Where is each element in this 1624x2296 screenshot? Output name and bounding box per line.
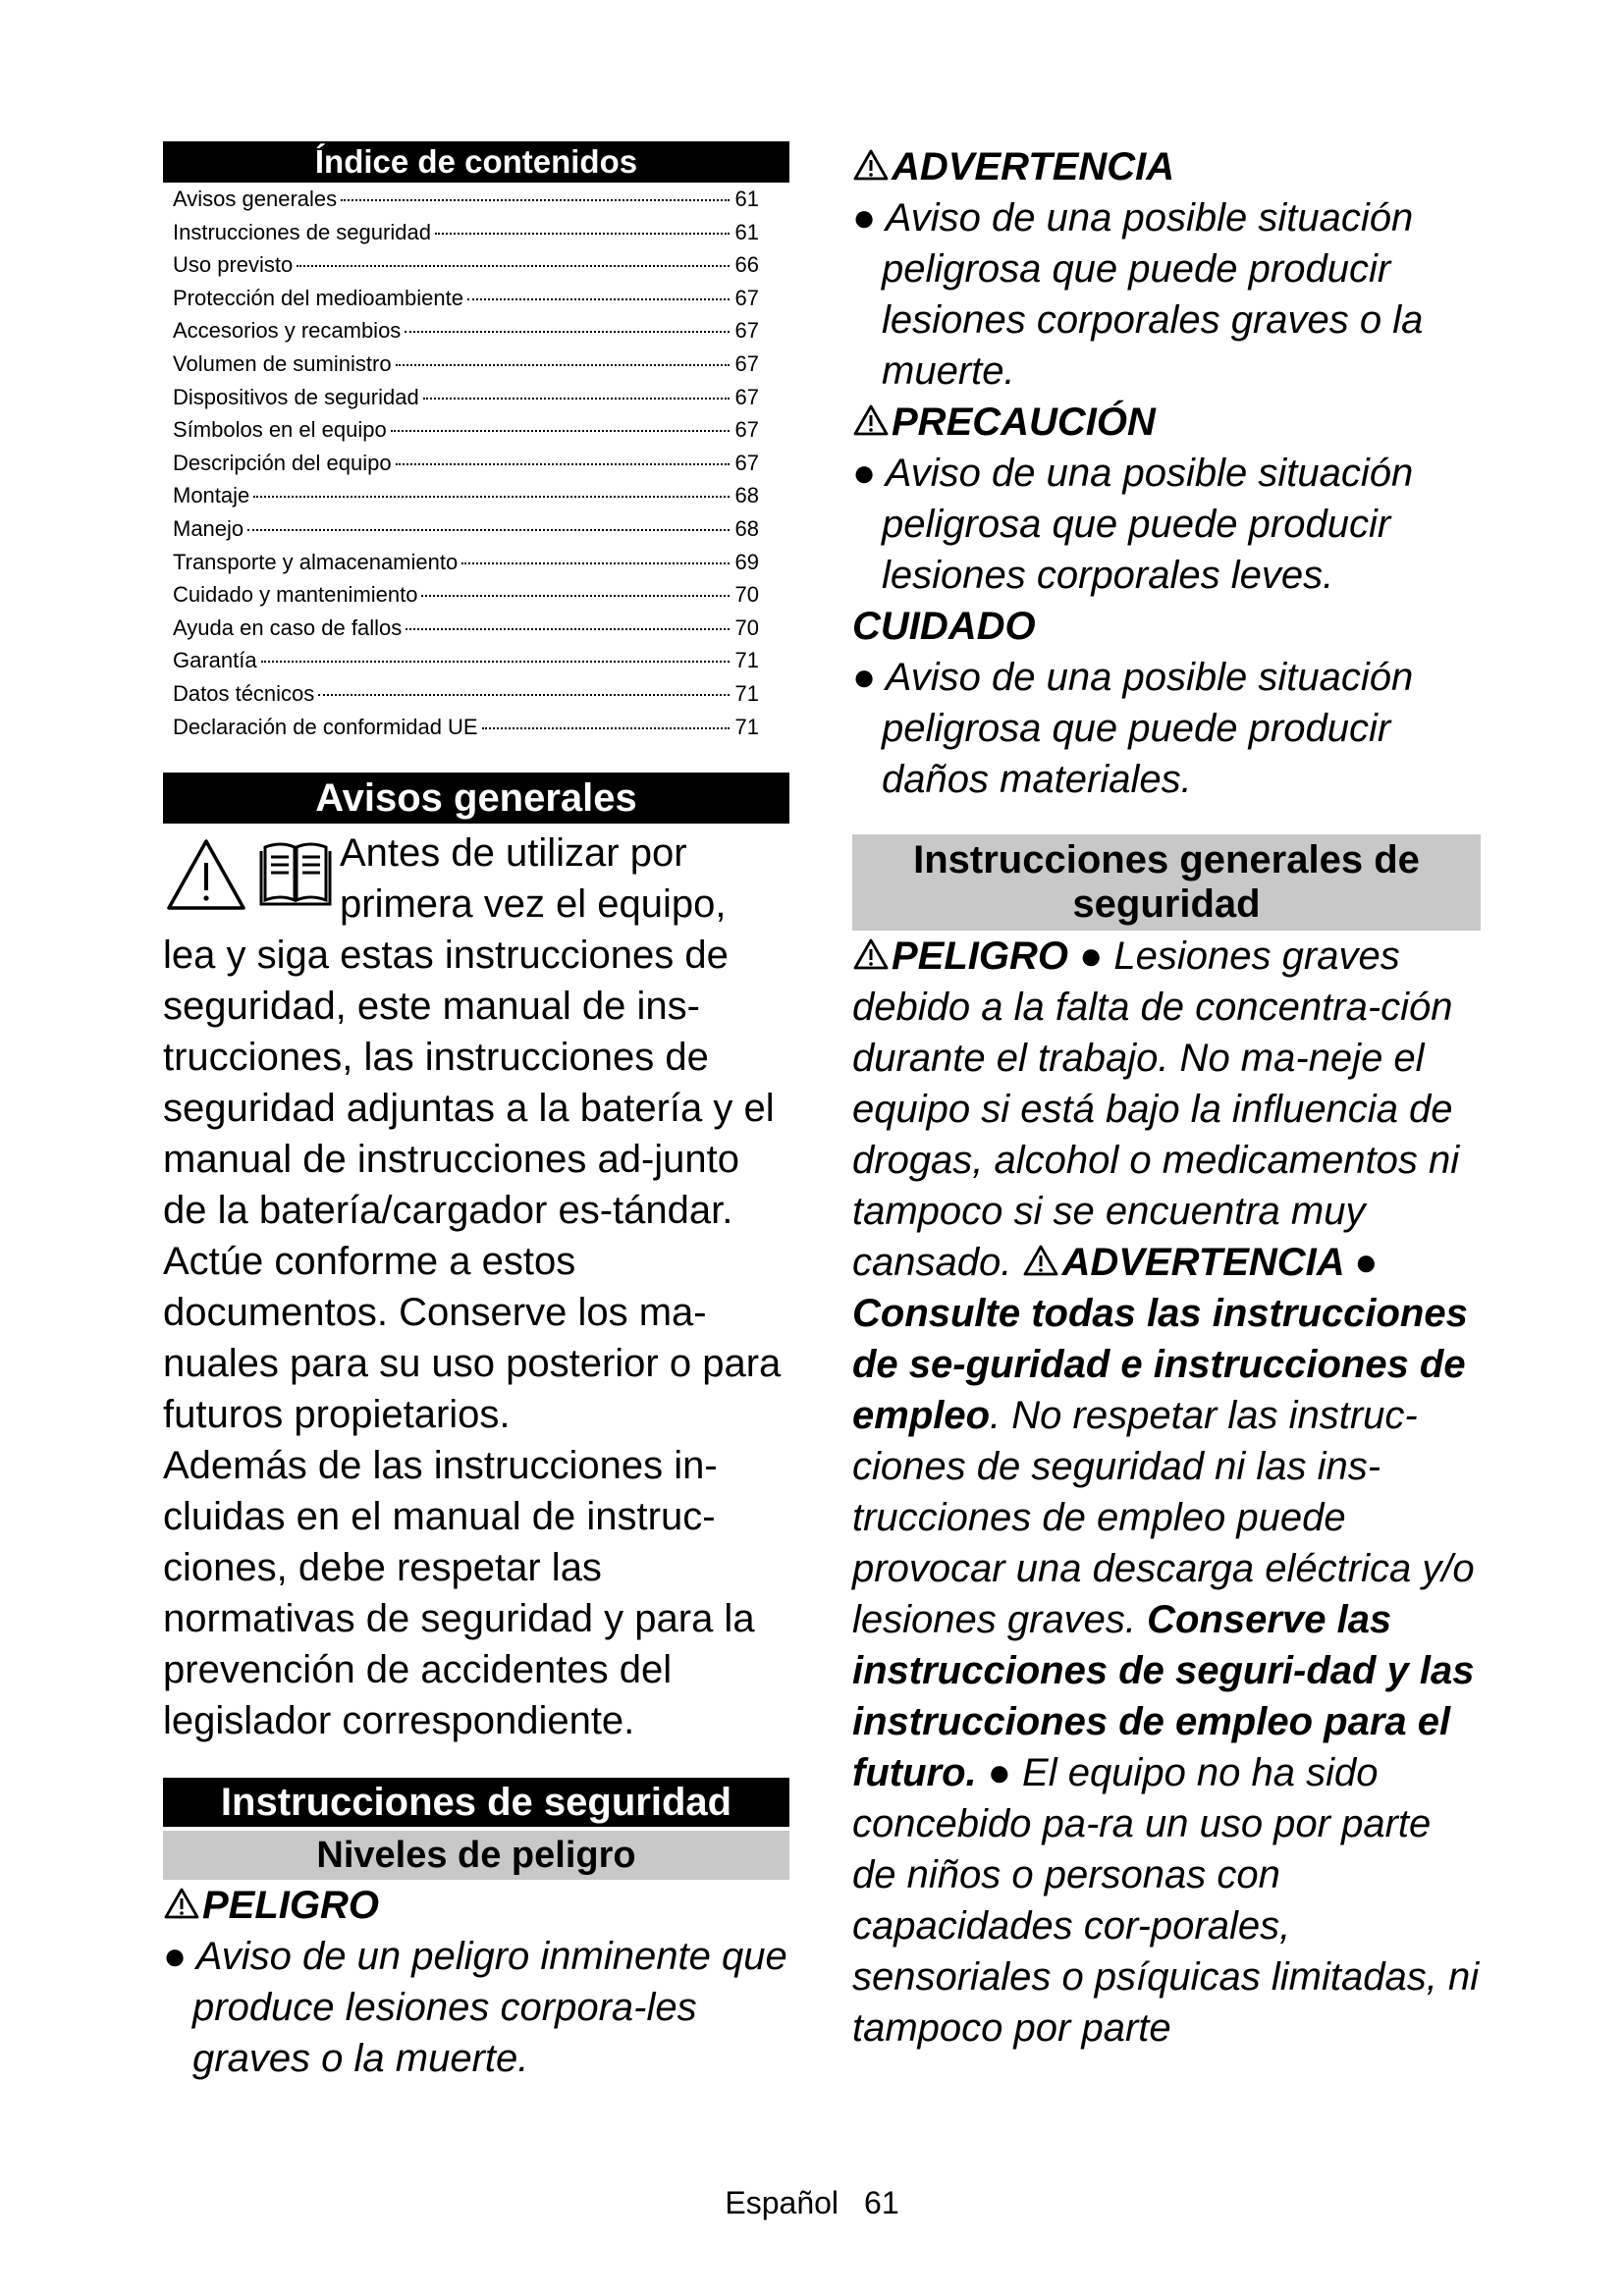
toc-list bbox=[163, 183, 789, 743]
toc-item bbox=[173, 677, 759, 711]
toc-item-page: 69 bbox=[734, 549, 759, 574]
toc-title: Índice de contenidos bbox=[163, 141, 789, 183]
toc-item-page: 61 bbox=[734, 219, 759, 244]
toc-item-label: Cuidado y mantenimiento bbox=[173, 582, 418, 608]
general-intro-lead: Antes de utilizar por primera vez el equipo, bbox=[340, 831, 727, 927]
right-column bbox=[852, 141, 1481, 2054]
toc-item-label: Instrucciones de seguridad bbox=[173, 219, 431, 244]
toc-item-label: Dispositivos de seguridad bbox=[173, 384, 419, 409]
toc-item bbox=[173, 381, 759, 414]
toc-item-page: 68 bbox=[734, 515, 759, 541]
left-column bbox=[163, 141, 789, 2084]
toc-item-page: 67 bbox=[734, 450, 759, 475]
section-title-general-safety: Instrucciones generales de seguridad bbox=[852, 834, 1481, 931]
toc-item-page: 67 bbox=[734, 417, 759, 443]
toc-item-label: Volumen de suministro bbox=[173, 350, 392, 376]
toc-item-label: Uso previsto bbox=[173, 252, 294, 278]
toc-item bbox=[173, 282, 759, 315]
page-number: 61 bbox=[864, 2185, 899, 2220]
manual-book-icon bbox=[261, 844, 330, 904]
toc-item bbox=[173, 216, 759, 249]
toc-item-label: Ayuda en caso de fallos bbox=[173, 614, 403, 640]
toc-item bbox=[173, 347, 759, 381]
toc-item-label: Descripción del equipo bbox=[173, 450, 392, 475]
level-text-cuidado: ● Aviso de una posible situación peligrosa que puede producir daños materiales. bbox=[852, 656, 1414, 801]
toc-leader-dots bbox=[467, 298, 730, 300]
level-advertencia bbox=[852, 141, 1481, 397]
advertencia-text-2: ● El equipo no ha sido concebido pa-ra un uso por parte de niños o personas con capacidades cor-porales, sensoriales o psíquicas limitadas, ni tampoco por parte bbox=[852, 1751, 1480, 2050]
advertencia-text-1: . No respetar las instruc-ciones de seguridad ni las ins-trucciones de empleo puede provocar una descarga eléctrica y/o lesiones graves. bbox=[852, 1394, 1475, 1641]
toc-item bbox=[173, 512, 759, 546]
toc-item-label: Símbolos en el equipo bbox=[173, 417, 387, 443]
toc-leader-dots bbox=[253, 496, 729, 498]
warning-and-manual-icons bbox=[163, 835, 336, 916]
toc-item-label: Datos técnicos bbox=[173, 680, 315, 706]
peligro-text: ● Lesiones graves debido a la falta de concentra-ción durante el trabajo. No ma-neje el equipo si está bajo la influencia de drogas, alcohol o medicamentos ni tampoco si se encuentra muy cansado. bbox=[852, 934, 1460, 1284]
level-precaucion bbox=[852, 397, 1481, 601]
toc-item-page: 70 bbox=[734, 582, 759, 608]
toc-item-label: Protección del medioambiente bbox=[173, 285, 463, 310]
toc-item-label: Accesorios y recambios bbox=[173, 318, 402, 344]
toc-item-page: 68 bbox=[734, 483, 759, 508]
toc-leader-dots bbox=[261, 661, 730, 663]
toc-leader-dots bbox=[406, 628, 729, 630]
toc-leader-dots bbox=[482, 727, 730, 729]
warning-icon bbox=[852, 148, 890, 182]
footer-language: Español bbox=[725, 2185, 839, 2220]
toc-leader-dots bbox=[461, 562, 729, 564]
subsection-title-levels: Niveles de peligro bbox=[163, 1831, 789, 1880]
toc-leader-dots bbox=[396, 364, 730, 366]
toc-item-label: Avisos generales bbox=[173, 187, 338, 211]
section-title-general: Avisos generales bbox=[163, 773, 789, 824]
toc-leader-dots bbox=[247, 529, 729, 531]
toc-item-label: Declaración de conformidad UE bbox=[173, 714, 478, 739]
toc-item bbox=[173, 644, 759, 677]
toc-leader-dots bbox=[341, 199, 729, 201]
toc-leader-dots bbox=[318, 694, 729, 696]
toc-item-page: 67 bbox=[734, 384, 759, 409]
warning-icon bbox=[852, 937, 890, 971]
level-text-peligro: ● Aviso de un peligro inminente que produce lesiones corpora-les graves o la muerte. bbox=[163, 1935, 787, 2081]
toc-item bbox=[173, 612, 759, 645]
toc-item bbox=[173, 447, 759, 480]
level-heading-peligro: PELIGRO bbox=[163, 1880, 789, 1931]
toc-item bbox=[173, 183, 759, 216]
toc-leader-dots bbox=[396, 463, 730, 465]
page-footer bbox=[0, 2183, 1624, 2222]
toc-item-page: 71 bbox=[734, 714, 759, 739]
toc-item-page: 67 bbox=[734, 318, 759, 344]
toc-leader-dots bbox=[421, 595, 729, 597]
toc-item bbox=[173, 479, 759, 512]
level-text-precaucion: ● Aviso de una posible situación peligrosa que puede producir lesiones corporales leves. bbox=[852, 452, 1414, 597]
advertencia-label: ADVERTENCIA ● Consulte todas las instrucciones de se-guridad e instrucciones de empleo bbox=[852, 1241, 1468, 1437]
toc-item bbox=[173, 248, 759, 282]
toc-leader-dots bbox=[405, 331, 729, 333]
toc-item-page: 67 bbox=[734, 285, 759, 310]
toc-item-page: 67 bbox=[734, 350, 759, 376]
section-title-safety: Instrucciones de seguridad bbox=[163, 1778, 789, 1827]
toc-item bbox=[173, 413, 759, 447]
level-cuidado bbox=[852, 601, 1481, 805]
toc-item bbox=[173, 314, 759, 347]
level-heading-precaucion: PRECAUCIÓN bbox=[852, 397, 1481, 448]
toc-item-page: 71 bbox=[734, 680, 759, 706]
level-heading-cuidado: CUIDADO bbox=[852, 605, 1036, 648]
toc-item-label: Garantía bbox=[173, 648, 257, 673]
toc-item bbox=[173, 711, 759, 744]
level-peligro bbox=[163, 1880, 789, 2084]
toc-item-label: Transporte y almacenamiento bbox=[173, 549, 459, 574]
toc-item-page: 66 bbox=[734, 252, 759, 278]
toc-leader-dots bbox=[435, 233, 730, 235]
toc-leader-dots bbox=[391, 430, 730, 432]
level-text-advertencia: ● Aviso de una posible situación peligrosa que puede producir lesiones corporales graves o la muerte. bbox=[852, 196, 1424, 393]
warning-triangle-icon bbox=[169, 841, 244, 908]
general-para-2: Además de las instrucciones in-cluidas en el manual de instruc-ciones, debe respetar las normativas de seguridad y para la prevención de accidentes del legislador correspondiente. bbox=[163, 1444, 755, 1743]
toc-leader-dots bbox=[297, 265, 729, 267]
toc-leader-dots bbox=[423, 398, 730, 400]
toc-item-page: 70 bbox=[734, 614, 759, 640]
general-intro bbox=[163, 828, 789, 1746]
advertencia-bold-2: Conserve las instrucciones de seguri-dad y las instrucciones de empleo para el futuro. bbox=[852, 1598, 1475, 1794]
warning-icon bbox=[852, 403, 890, 437]
warning-icon bbox=[163, 1887, 200, 1920]
toc-item-page: 61 bbox=[734, 187, 759, 211]
warning-icon bbox=[1022, 1244, 1059, 1277]
peligro-label: PELIGRO bbox=[852, 934, 1068, 978]
toc-item-label: Manejo bbox=[173, 515, 244, 541]
toc-item-page: 71 bbox=[734, 648, 759, 673]
toc-item bbox=[173, 546, 759, 579]
general-intro-text: lea y siga estas instrucciones de seguridad, este manual de ins-trucciones, las instrucciones de seguridad adjuntas a la batería y el manual de instrucciones ad-junto de la batería/cargador es-tándar. Actúe conforme a estos documentos. Conserve los ma-nuales para su uso posterior o para futuros propietarios. bbox=[163, 934, 782, 1437]
toc-item-label: Montaje bbox=[173, 483, 250, 508]
toc-item bbox=[173, 578, 759, 612]
general-safety-text bbox=[852, 931, 1481, 2054]
level-heading-advertencia: ADVERTENCIA bbox=[852, 141, 1481, 192]
